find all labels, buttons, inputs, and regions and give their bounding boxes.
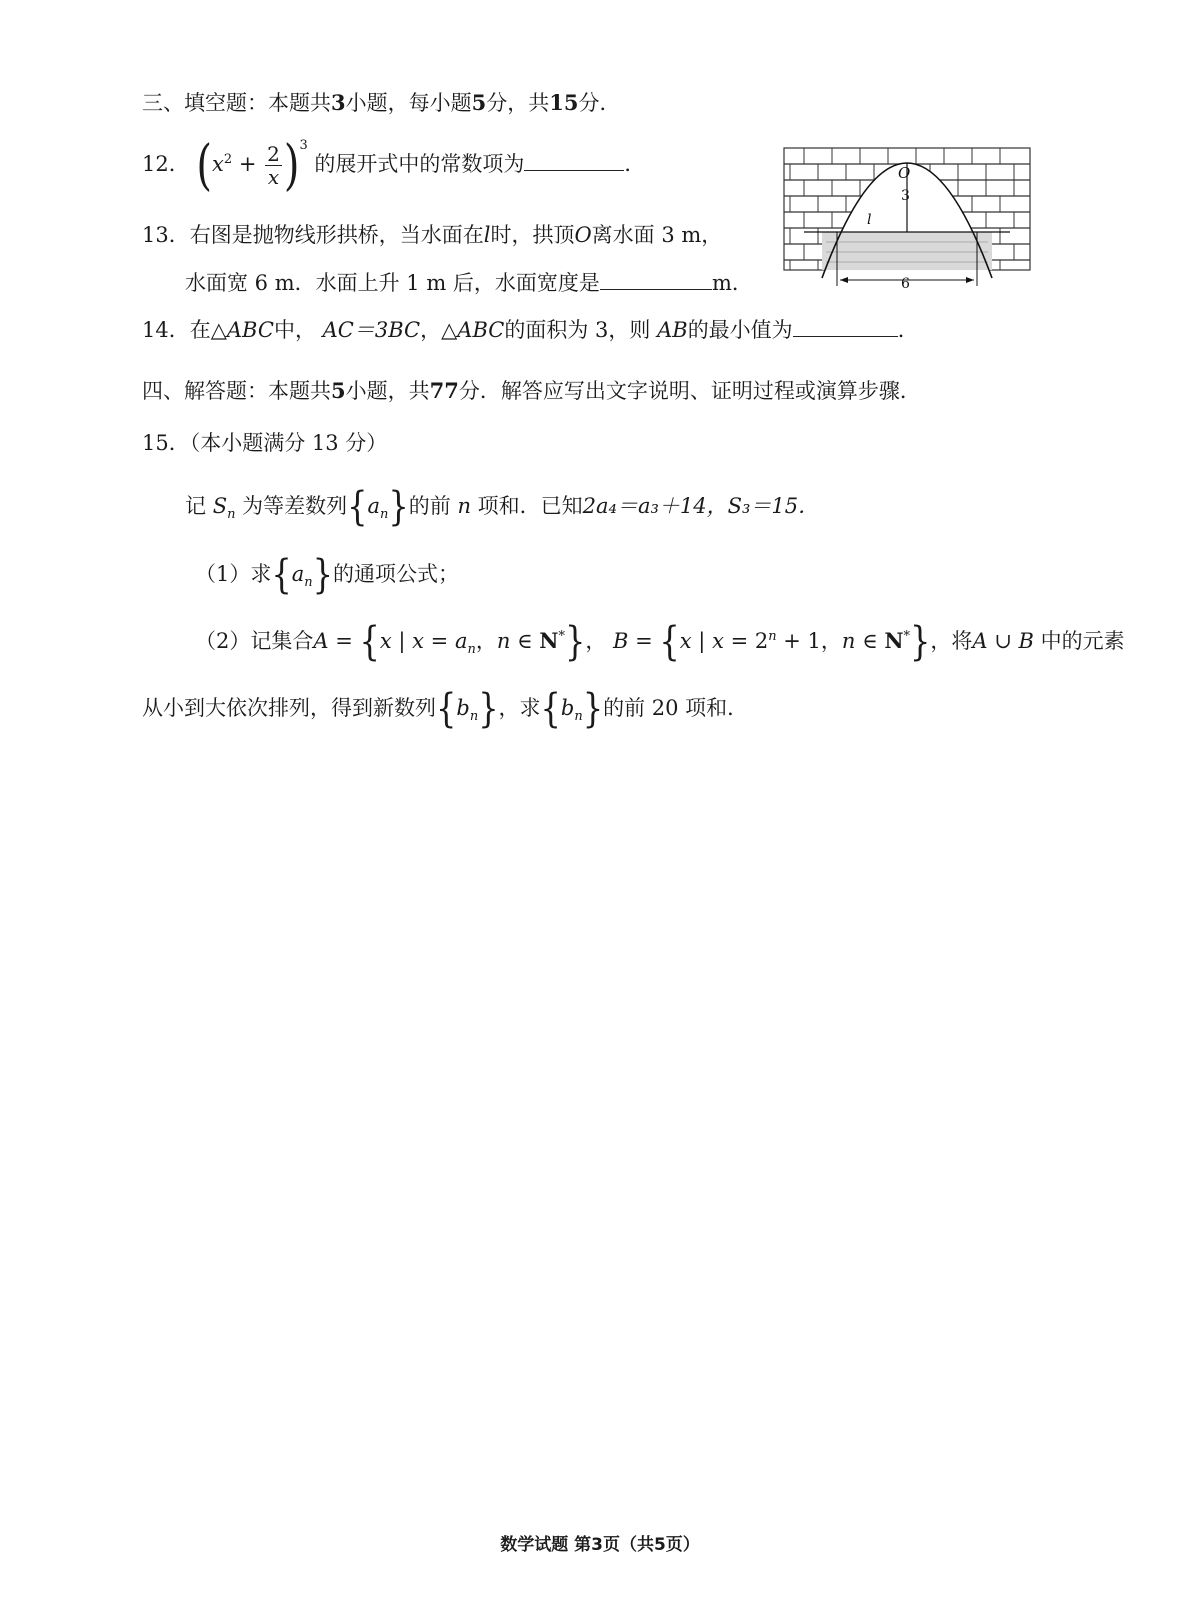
answer-blank-12[interactable]	[524, 152, 624, 171]
question-13-line2: 水面宽 6 m．水面上升 1 m 后，水面宽度是 m．	[185, 271, 753, 295]
arch-bridge-figure	[782, 138, 1032, 288]
question-15-part-2-cont: 从小到大依次排列，得到新数列$\{b_n\}$，求$\{b_n\}$的前 20 项和．	[142, 684, 749, 732]
section-3-heading: 三、填空题：本题共3小题，每小题5分，共15分．	[142, 90, 621, 115]
section-4-heading: 四、解答题：本题共5小题，共77分．解答应写出文字说明、证明过程或演算步骤．	[142, 378, 921, 403]
figure-label-6: 6	[901, 276, 910, 288]
figure-label-l: l	[867, 212, 872, 228]
answer-blank-13[interactable]	[600, 271, 712, 290]
question-15-part-2: （2）记集合A = {x | $x = a_n$，n ∈ N*}， B = {x | $x = 2^n + 1$，n ∈ N*}，将A ∪ B 中的元素	[195, 617, 1125, 665]
page-footer: 数学试题 第3页（共5页）	[500, 1535, 700, 1555]
question-12: 12． ($x^2$ + $\frac{2}{x}$ )$^3$ 的展开式中的常数项为 ．	[142, 134, 646, 198]
question-15-intro: 记 $S_n$ 为等差数列$\{a_n\}$的前 n 项和．已知2a₄＝a₃＋14，S₃＝15．	[185, 482, 820, 530]
figure-label-O: O	[898, 164, 911, 182]
question-15-part-1: （1）求$\{a_n\}$的通项公式；	[195, 550, 459, 598]
figure-label-3: 3	[901, 188, 910, 204]
answer-blank-14[interactable]	[793, 318, 898, 337]
question-15-header: 15．（本小题满分 13 分）	[142, 431, 388, 455]
question-13-line1: 13．右图是抛物线形拱桥，当水面在l时，拱顶O离水面 3 m，	[142, 223, 723, 247]
question-14: 14．在△ABC中， AC＝3BC，△ABC的面积为 3，则 AB的最小值为 ．	[142, 318, 919, 342]
